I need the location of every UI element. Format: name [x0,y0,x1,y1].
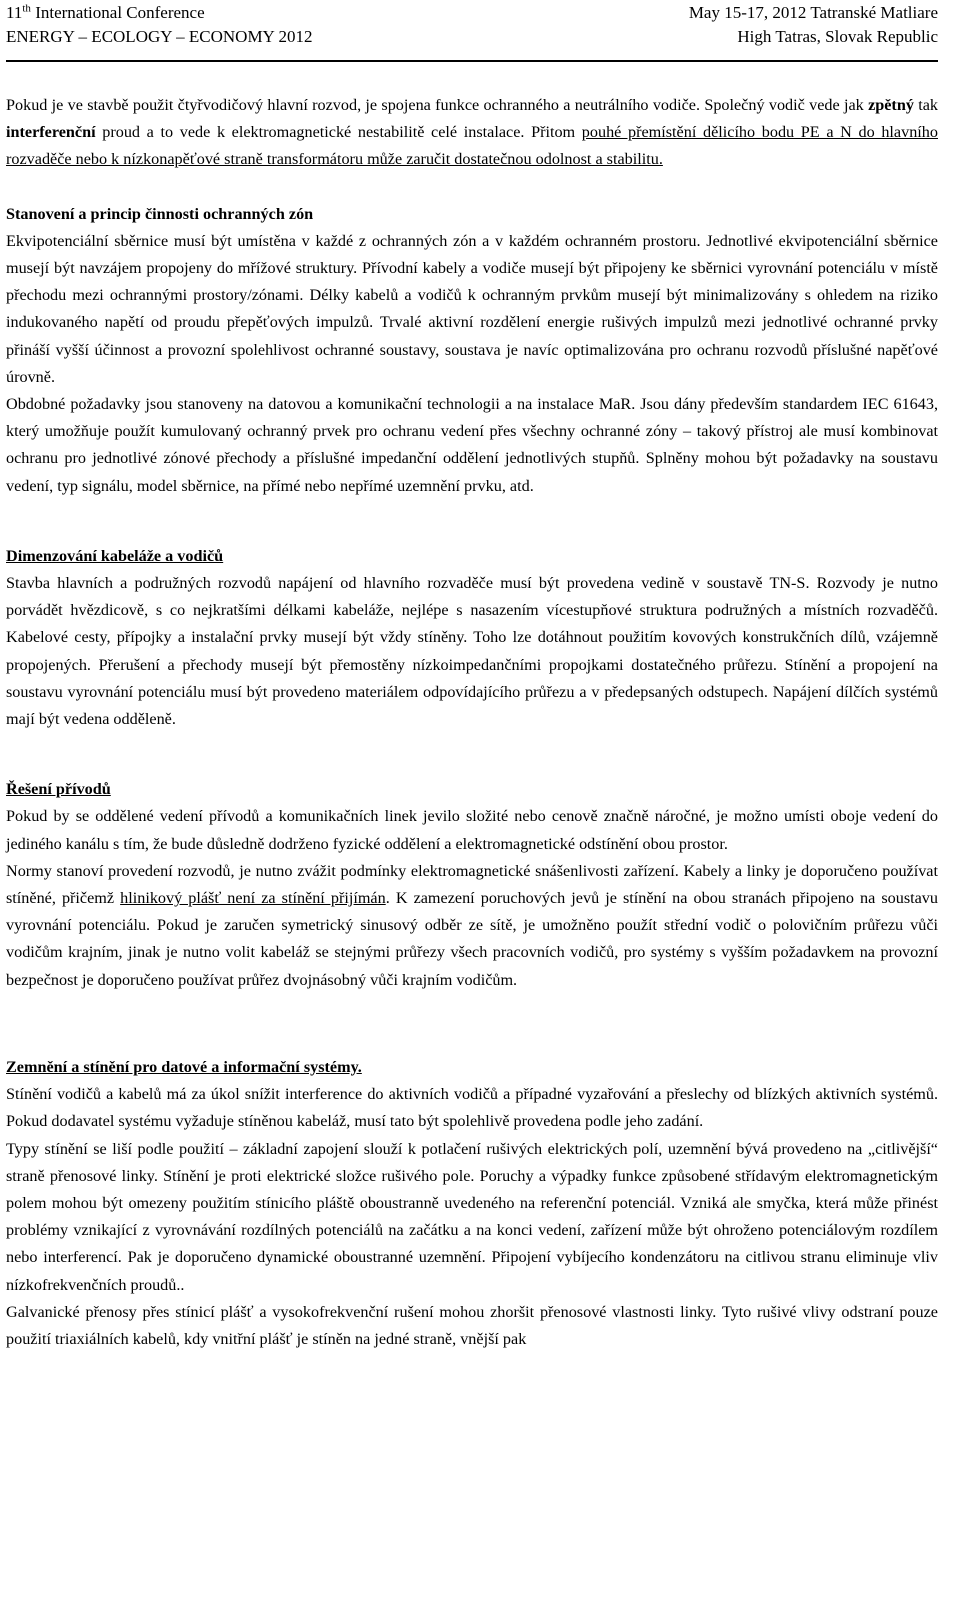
intro-bold-return: zpětný [868,96,914,114]
conference-name: International Conference [30,3,205,22]
section-cabling-paragraph-1: Stavba hlavních a podružných rozvodů napájení od hlavního rozvaděče musí být provedena vedině v soustavě TN-S. Rozvody je nutno porvádět hvězdicově, s co nejkratšími délkami kabeláže, nejlépe s nasazením vícestupňové struktura podružných a místních rozvaděčů. Kabelové cesty, přípojky a instalační prvky musejí být vždy stíněny. Toho lze dotáhnout použitím kovových konstrukčních dílů, vzájemně propojených. Přerušení a přechody musejí být přemostěny nízkoimpedančními propojkami dostatečného průřezu. Stínění a propojení na soustavu vyrovnání potenciálu musí být provedeno materiálem odpovídajícího průřezu a v předepsaných odstupech. Napájení dílčích systémů mají být vedena odděleně. [6,574,938,729]
feeds-text-c: . K zamezení poruchových jevů je stínění na obou stranách připojeno na soustavu vyrovnání potenciálu. Pokud je zaručen symetrický sinusový odběr ze sítě, je umožněno použít střední vodič o polovičním průřezu vůči vodičům krajním, jinak je nutno volit kabeláž se stejnými průřezy všech pracovních vodičů, pro systémy s vyšším požadavkem na provozní bezpečnost je doporučeno používat průřez dvojnásobný vůči krajním vodičům. [6,889,938,989]
section-heading-cabling: Dimenzování kabeláže a vodičů [6,546,224,565]
section-heading-zones: Stanovení a princip činnosti ochranných zón [6,204,314,223]
intro-paragraph [6,92,938,174]
intro-bold-interference: interferenční [6,123,96,142]
document-body [6,62,938,1353]
conference-series: ENERGY – ECOLOGY – ECONOMY 2012 [6,27,313,46]
section-feeds-paragraph-1: Pokud by se oddělené vedení přívodů a komunikačních linek jevilo složité nebo cenově značně náročné, je možno umísti oboje vedení do jediného kanálu s tím, že bude důsledně dodrženo fyzické oddělení a elektromagnetické odstínění obou prostor. [6,807,938,853]
section-feeds-paragraph-2 [6,858,938,994]
section-zones-paragraph-2: Obdobné požadavky jsou stanoveny na datovou a komunikační technologii a na instalace MaR. Jsou dány především standardem IEC 61643, který umožňuje použít kumulovaný ochranný prvek pro ochranu vedení přes všechny ochranné zóny – takový přístroj ale musí kombinovat ochranu pro jednotlivé zónové přechody a příslušné impedanční oddělení jednotlivých stupňů. Splněny mohou být požadavky na soustavu vedení, typ signálu, model sběrnice, na přímé nebo nepřímé uzemnění prvku, atd. [6,395,938,495]
header-left [6,1,312,49]
feeds-underlined-text: hlinikový plášť není za stínění přijímán [120,889,386,908]
conference-region: High Tatras, Slovak Republic [737,27,938,46]
spacer [6,174,938,201]
conference-number: 11 [6,3,23,22]
section-grounding-paragraph-3: Galvanické přenosy přes stínicí plášť a vysokofrekvenční rušení mohou zhoršit přenosové vlastnosti linky. Tyto rušivé vlivy odstraní pouze použití triaxiálních kabelů, kdy vnitřní plášť je stíněn na jedné straně, vnější pak [6,1302,938,1348]
conference-number-suffix: th [22,2,31,15]
section-heading-feeds: Řešení přívodů [6,780,111,799]
spacer [6,500,938,543]
header-right [689,1,938,49]
intro-underlined-text: pouhé přemístění dělicího bodu PE a N do hlavního rozvaděče nebo k nízkonapěťové straně transformátoru může zaručit dostatečnou odolnost a stabilitu. [6,123,938,169]
feeds-text-a: Normy stanoví provedení rozvodů, je nutno zvážit podmínky elektromagnetické snášenlivosti zařízení. Kabely a linky je doporučeno používat stíněné, přičemž [6,861,938,908]
section-heading-grounding: Zemnění a stínění pro datové a informační systémy. [6,1057,362,1076]
intro-text-e: proud a to vede k elektromagnetické nestabilitě celé instalace. Přitom [95,123,582,142]
section-grounding-paragraph-2: Typy stínění se liší podle použití – základní zapojení slouží k potlačení rušivých elektrických polí, uzemnění bývá provedeno na „citlivější“ straně přenosové linky. Stínění je proti elektrické složce rušivého pole. Poruchy a výpadky funkce způsobené střídavým elektromagnetickým polem mohou být omezeny použitím stínicího pláště oboustranně uvedeného na referenční potenciál. Vzniká ale smyčka, která může přinést problémy vznikající z vyrovnávání rozdílných potenciálů na začátku a na konci vedení, zařízení může být ohroženo potenciálovým rozdílem nebo interferencí. Pak je doporučeno dynamické oboustranné uzemnění. Připojení vybíjecího kondenzátoru na citlivou stranu eliminuje vliv nízkofrekvenčních proudů.. [6,1139,938,1294]
page-header [6,0,938,62]
spacer [6,994,938,1054]
spacer [6,733,938,776]
intro-text-a: Pokud je ve stavbě použit čtyřvodičový hlavní rozvod, je spojena funkce ochranného a neutrálního vodiče. Společný vodič vede jak [6,96,869,114]
section-grounding-paragraph-1: Stínění vodičů a kabelů má za úkol snížit interference do aktivních vodičů a případné vyzařování a přeslechy od blízkých aktivních systémů. Pokud dodavatel systému vyžaduje stíněnou kabeláž, musí tato být spolehlivě provedena podle jeho zadání. [6,1085,938,1131]
intro-text-c: tak [913,96,938,114]
section-zones-paragraph-1: Ekvipotenciální sběrnice musí být umístěna v každé z ochranných zón a v každém ochranném prostoru. Jednotlivé ekvipotenciální sběrnice musejí být navzájem propojeny do mřížové struktury. Přívodní kabely a vodiče musejí být připojeny ke sběrnici vyrovnání potenciálu v místě přechodu mezi ochrannými prostory/zónami. Délky kabelů a vodičů k ochranným prvkům musejí být minimalizovány s ohledem na riziko indukovaného napětí od proudu přepěťových impulzů. Trvalé aktivní rozdělení energie rušivých impulzů mezi jednotlivé ochranné prvky přináší vyšší účinnost a provozní spolehlivost ochranné soustavy, soustava je navíc optimalizována pro ochranu rozvodů příslušné napěťové úrovně. [6,231,938,386]
conference-date-venue: May 15-17, 2012 Tatranské Matliare [688,3,938,22]
conference-title [6,1,312,25]
